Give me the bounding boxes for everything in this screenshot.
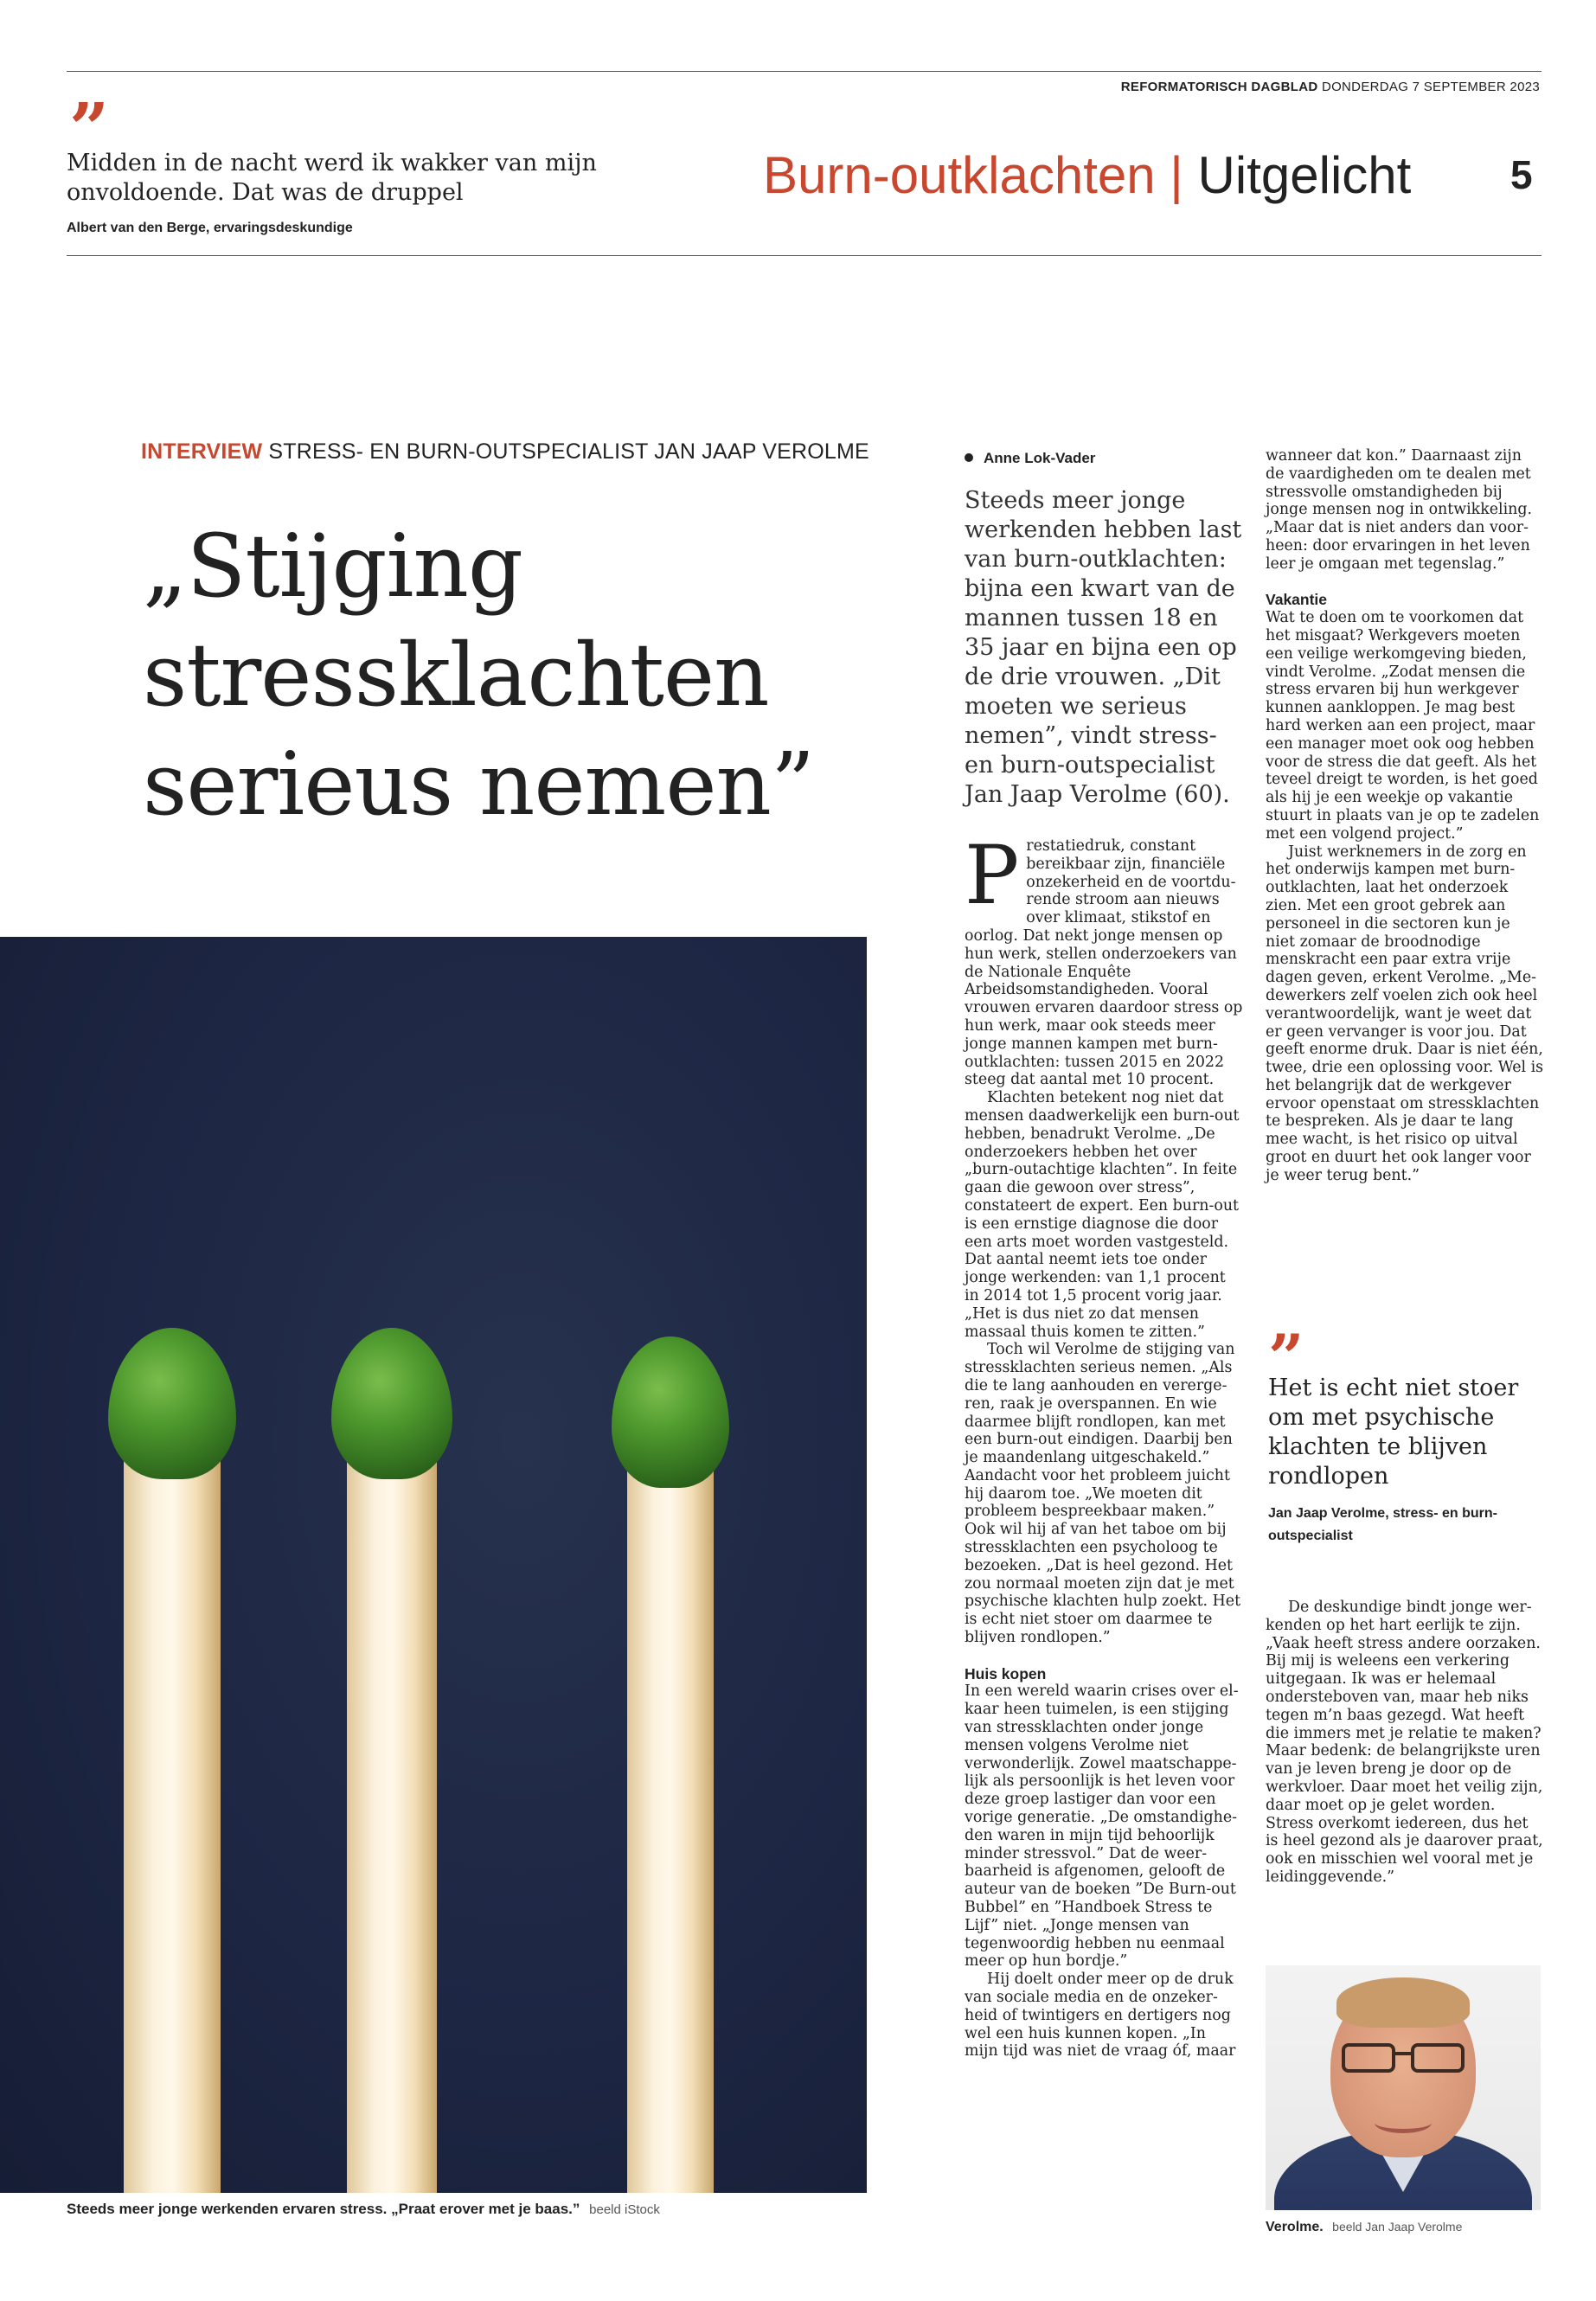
section-title (763, 141, 1411, 210)
pull-quote-mark: ” (1268, 1320, 1304, 1394)
header-quote-attribution: Albert van den Berge, ervaringsdeskundige (67, 221, 353, 235)
header-quote-text: Midden in de nacht werd ik wakker van mijn onvoldoende. Dat was de druppel (67, 150, 597, 206)
body-paragraph: Hij doelt onder meer op de druk van sociale media en de onzekerheid of twintigers en dertigers nog wel een huis kunnen kopen. „In mijn tijd was niet de vraag óf, maar (965, 1971, 1236, 2061)
match-left (124, 1328, 221, 2193)
article-headline: „Stijging stressklachten serieus nemen” (143, 516, 815, 835)
portrait-photo-verolme (1266, 1965, 1541, 2210)
masthead-dateline (1121, 80, 1540, 94)
main-photo-caption-text: Steeds meer jonge werkenden ervaren stress. „Praat erover met je baas.” (67, 2201, 580, 2217)
header-bottom-rule (67, 255, 1542, 256)
article-kicker (141, 439, 869, 465)
match-right (627, 1336, 714, 2193)
pull-quote-text: Het is echt niet stoer om met psychische klachten te blijven rondlopen (1268, 1375, 1519, 1490)
section-title-divider: | (1170, 146, 1183, 204)
publication-name: REFORMATORISCH DAGBLAD (1120, 80, 1318, 94)
article-column-2-continued (1266, 1599, 1544, 1887)
byline-bullet-icon (965, 453, 973, 462)
subhead-huis-kopen: Huis kopen (965, 1664, 1047, 1682)
section-title-topic: Burn-outklachten (763, 146, 1156, 204)
main-photo-credit: beeld iStock (589, 2202, 660, 2217)
main-photo-matches (0, 937, 867, 2193)
main-photo-caption (67, 2201, 660, 2218)
body-paragraph: Toch wil Verolme de stijging van stressklachten serieus nemen. „Als die te lang aanhouden en verergeren, raak je overspannen. En wie daarmee blijft rondlopen, kan met een burn-out eindigen. Daarbij ben je maandenlang uitgeschakeld.” Aandacht voor het probleem juicht hij daarom toe. „We moeten dit probleem bespreekbaar maken.” Ook wil hij af van het taboe om bij stressklachten een psycholoog te bezoeken. „Dat is heel gezond. Het zou normaal moeten zijn dat je met psychische klachten hulp zoekt. Het is echt niet stoer om daarmee te blijven rondlopen.” (965, 1341, 1241, 1647)
top-rule (67, 71, 1542, 72)
kicker-text: STRESS- EN BURN-OUTSPECIALIST JAN JAAP VEROLME (262, 439, 869, 464)
subhead-vakantie: Vakantie (1266, 591, 1328, 609)
glasses-icon (1342, 2043, 1465, 2074)
header-quote-mark: ” (69, 87, 110, 169)
body-paragraph: In een wereld waarin crises over elkaar heen tuimelen, is een stijging van stressklachten onder jonge mensen volgens Verolme niet verwonderlijk. Zowel maatschappelijk als persoonlijk is het leven voor deze groep lastiger dan voor een vorige generatie. „De omstandigheden waren in mijn tijd behoorlijk minder stressvol.” Dat de weerbaarheid is afgenomen, gelooft de auteur van de boeken ”De Burn-out Bubbel” en ”Handboek Stress te Lijf” niet. „Jonge mensen van tegenwoordig hebben nu eenmaal meer op hun bordje.” (965, 1682, 1239, 1971)
publication-date: DONDERDAG 7 SEPTEMBER 2023 (1321, 80, 1540, 94)
portrait-caption-text: Verolme. (1266, 2220, 1324, 2234)
body-paragraph: restatiedruk, constant bereikbaar zijn, financiële onzekerheid en de voortdurende stroom aan nieuws over klimaat, stikstof en oorlog. Dat nekt jonge mensen op hun werk, stellen onderzoekers van de Nationale Enquête Arbeidsomstandigheden. Vooral vrouwen ervaren daardoor stress op hun werk, maar ook steeds meer jonge mannen kampen met burn-outklachten: tussen 2015 en 2022 steeg dat aantal met 10 procent. (965, 837, 1243, 1089)
body-paragraph: Juist werknemers in de zorg en het onderwijs kampen met burn-outklachten, laat het onderzoek zien. Met een groot gebrek aan personeel in die sectoren kun je niet zomaar de broodnodige menskracht een paar extra vrije dagen geven, erkent Verolme. „Medewerkers zelf voelen zich ook heel verantwoordelijk, want je weet dat er geen vervanger is voor jou. Dat geeft enorme druk. Daar is niet één, twee, drie een oplossing voor. Wel is het belangrijk dat de werkgever ervoor openstaat om stressklachten te bespreken. Als je daar te lang mee wacht, is het risico op uitval groot en duurt het ook langer voor je weer terug bent.” (1266, 843, 1544, 1184)
match-middle (347, 1328, 437, 2193)
byline (965, 450, 1095, 467)
section-title-rubric: Uitgelicht (1197, 146, 1412, 204)
body-paragraph: Klachten betekent nog niet dat mensen daadwerkelijk een burn-out hebben, benadrukt Verolme. „De onderzoekers hebben het over „burn-outachtige klachten”. In feite gaan die gewoon over stress”, constateert de expert. Een burn-out is een ernstige diagnose die door een arts moet worden vastgesteld. Dat aantal neemt iets toe onder jonge werkenden: van 1,1 procent in 2014 tot 1,5 procent vorig jaar. „Het is dus niet zo dat mensen massaal thuis komen te zitten.” (965, 1089, 1240, 1341)
article-intro: Steeds meer jonge werkenden hebben last van burn-outklachten: bijna een kwart van de mannen tussen 18 en 35 jaar en bijna een op de drie vrouwen. „Dit moeten we serieus nemen”, vindt stress- en burn-outspecialist Jan Jaap Verolme (60). (965, 487, 1242, 808)
portrait-credit: beeld Jan Jaap Verolme (1332, 2220, 1463, 2234)
body-paragraph: De deskundige bindt jonge werkenden op het hart eerlijk te zijn. „Vaak heeft stress andere oorzaken. Bij mij is weleens een verkering uitgegaan. Ik was er helemaal ondersteboven van, maar heb niks tegen m’n baas gezegd. Wat heeft die immers met je relatie te maken? Maar bedenk: de belangrijkste uren van je leven breng je door op de werkvloer. Daar moet het veilig zijn, daar moet op je gelet worden. Stress overkomt iedereen, dus het is heel gezond als je daarover praat, ook en misschien wel vooral met je leidinggevende.” (1266, 1599, 1543, 1886)
page-number: 5 (1510, 152, 1533, 197)
article-column-2 (1266, 447, 1544, 1185)
pull-quote-attribution: Jan Jaap Verolme, stress- en burn-outspecialist (1268, 1506, 1497, 1543)
article-column-1 (965, 829, 1243, 2061)
body-paragraph: wanneer dat kon.” Daarnaast zijn de vaardigheden om te dealen met stressvolle omstandigheden bij jonge mensen nog in ontwikkeling. „Maar dat is niet anders dan voorheen: door ervaringen in het leven leer je omgaan met tegenslag.” (1266, 447, 1533, 573)
drop-cap: P (965, 829, 1020, 923)
body-paragraph: Wat te doen om te voorkomen dat het misgaat? Werkgevers moeten een veilige werkomgeving bieden, vindt Verolme. „Zodat mensen die stress ervaren bij hun werkgever kunnen aankloppen. Je mag best hard werken aan een project, maar een manager moet ook oog hebben voor de stress die dat geeft. Als het teveel dreigt te worden, is het goed als hij je een weekje op vakantie stuurt in plaats van je op te zadelen met een volgend project.” (1266, 609, 1540, 843)
byline-author: Anne Lok-Vader (984, 450, 1096, 466)
portrait-caption (1266, 2220, 1462, 2235)
kicker-label: INTERVIEW (141, 439, 263, 464)
